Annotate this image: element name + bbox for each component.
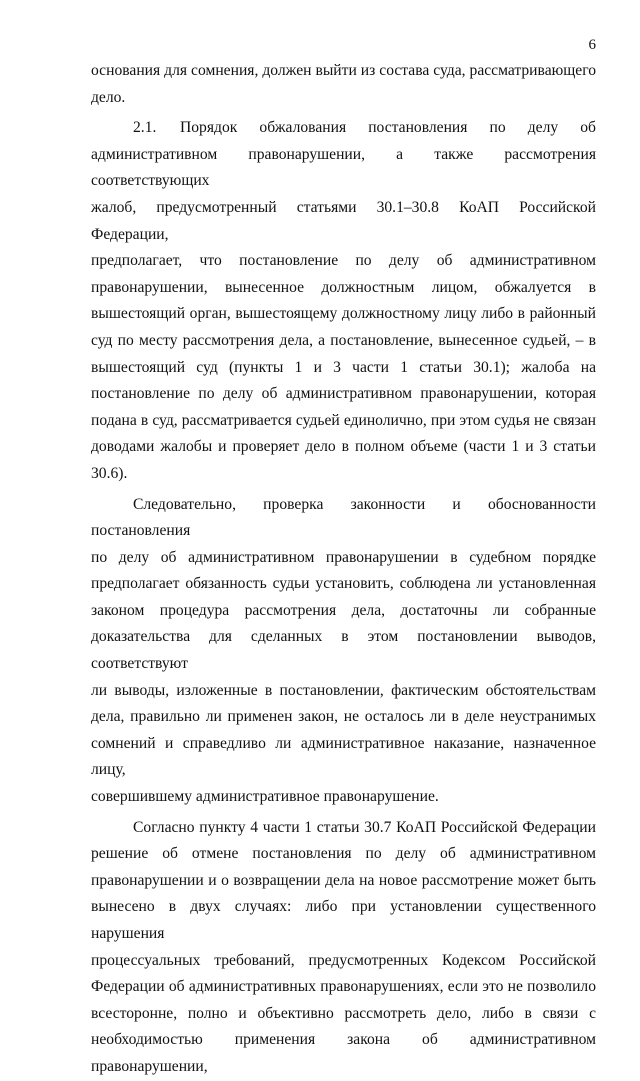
- paragraph-number: 2.1.: [133, 119, 157, 137]
- paragraph-line: правонарушении, вынесенное должностным лицом, обжалуется в: [91, 278, 596, 296]
- paragraph-line: по делу об административном правонарушении в судебном порядке: [91, 548, 596, 566]
- paragraph-line: 30.6).: [91, 464, 128, 482]
- paragraph-line: предполагает обязанность судьи установить, соблюдена ли установленная: [91, 575, 596, 593]
- paragraph-line: суд по месту рассмотрения дела, а постановление, вынесенное судьей, – в: [91, 331, 596, 349]
- paragraph-line: правонарушении и о возвращении дела на новое рассмотрение может быть: [91, 871, 596, 889]
- paragraph-line: вышестоящий суд (пункты 1 и 3 части 1 статьи 30.1); жалоба на: [91, 358, 596, 376]
- paragraph-line: необходимостью применения закона об административном правонарушении,: [91, 1031, 596, 1075]
- page-number: 6: [588, 37, 596, 53]
- paragraph-line: Согласно пункту 4 части 1 статьи 30.7 КоАП Российской Федерации: [133, 818, 596, 836]
- paragraph-line: Следовательно, проверка законности и обоснованности постановления: [91, 495, 596, 540]
- paragraph-line: Федерации об административных правонарушениях, если это не позволило: [91, 978, 596, 996]
- paragraph-line: жалоб, предусмотренный статьями 30.1–30.8 КоАП Российской Федерации,: [91, 198, 596, 243]
- paragraph-line: всесторонне, полно и объективно рассмотреть дело, либо в связи с: [91, 1004, 596, 1022]
- paragraph-line: сомнений и справедливо ли административное наказание, назначенное лицу,: [91, 734, 596, 779]
- paragraph-line: основания для сомнения, должен выйти из состава суда, рассматривающего: [91, 62, 596, 79]
- paragraph-line: доказательства для сделанных в этом постановлении выводов, соответствуют: [91, 628, 596, 673]
- document-body: [91, 58, 596, 1081]
- numbered-paragraph-first-line: [91, 115, 596, 142]
- paragraph-line: постановление по делу об административном правонарушении, которая: [91, 385, 596, 403]
- paragraph-line: вынесено в двух случаях: либо при установлении существенного нарушения: [91, 898, 596, 942]
- paragraph-line: предполагает, что постановление по делу об административном: [91, 252, 596, 270]
- paragraph-line: дела, правильно ли применен закон, не осталось ли в деле неустранимых: [91, 708, 596, 726]
- paragraph-line: решение об отмене постановления по делу об административном: [91, 845, 596, 863]
- paragraph-line: подана в суд, рассматривается судьей единолично, при этом судья не связан: [91, 411, 596, 429]
- paragraph-line: дело.: [91, 88, 126, 106]
- paragraph-line: доводами жалобы и проверяет дело в полном объеме (части 1 и 3 статьи: [91, 438, 596, 456]
- paragraph-line: ли выводы, изложенные в постановлении, фактическим обстоятельствам: [91, 681, 596, 699]
- paragraph-line: административном правонарушении, а также рассмотрения соответствующих: [91, 145, 596, 190]
- paragraph-line: законом процедура рассмотрения дела, достаточны ли собранные: [91, 601, 596, 619]
- paragraph-line: процессуальных требований, предусмотренных Кодексом Российской: [91, 951, 596, 969]
- paragraph-line: совершившему административное правонарушение.: [91, 788, 439, 806]
- paragraph-line: Порядок обжалования постановления по делу об: [180, 119, 596, 137]
- paragraph-line: вышестоящий орган, вышестоящему должностному лицу либо в районный: [91, 305, 596, 323]
